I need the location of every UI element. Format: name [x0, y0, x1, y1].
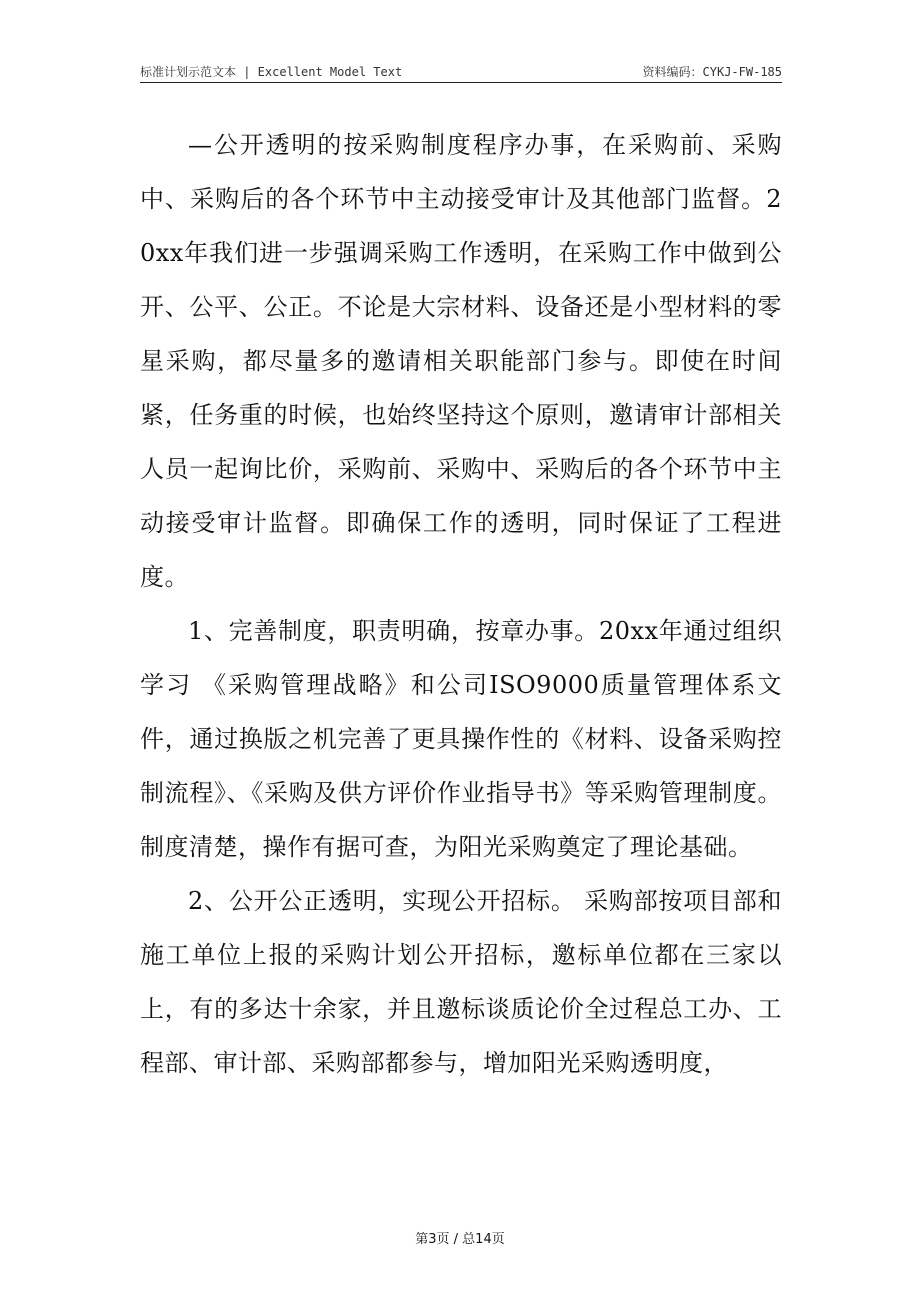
document-body [140, 118, 782, 1090]
page-header [140, 62, 782, 82]
page-number: 第3页 / 总14页 [415, 1232, 505, 1247]
header-divider [140, 82, 782, 83]
paragraph-public-bidding: 2、公开公正透明，实现公开招标。 采购部按项目部和施工单位上报的采购计划公开招标，邀标单位都在三家以上，有的多达十余家，并且邀标谈质论价全过程总工办、工程部、审计部、采购部都参与，增加阳光采购透明度， [140, 887, 782, 1077]
paragraph-transparency: —公开透明的按采购制度程序办事，在采购前、采购中、采购后的各个环节中主动接受审计及其他部门监督。20xx年我们进一步强调采购工作透明，在采购工作中做到公开、公平、公正。不论是大宗材料、设备还是小型材料的零星采购，都尽量多的邀请相关职能部门参与。即使在时间紧，任务重的时候，也始终坚持这个原则，邀请审计部相关人员一起询比价，采购前、采购中、采购后的各个环节中主动接受审计监督。即确保工作的透明，同时保证了工程进度。 [140, 131, 782, 591]
paragraph-system-improvement: 1、完善制度，职责明确，按章办事。20xx年通过组织学习 《采购管理战略》和公司ISO9000质量管理体系文件，通过换版之机完善了更具操作性的《材料、设备采购控制流程》、《采购及供方评价作业指导书》等采购管理制度。制度清楚，操作有据可查，为阳光采购奠定了理论基础。 [140, 617, 782, 861]
header-document-title: 标准计划示范文本 | Excellent Model Text [140, 65, 403, 79]
header-document-code: 资料编码：CYKJ-FW-185 [642, 65, 782, 79]
